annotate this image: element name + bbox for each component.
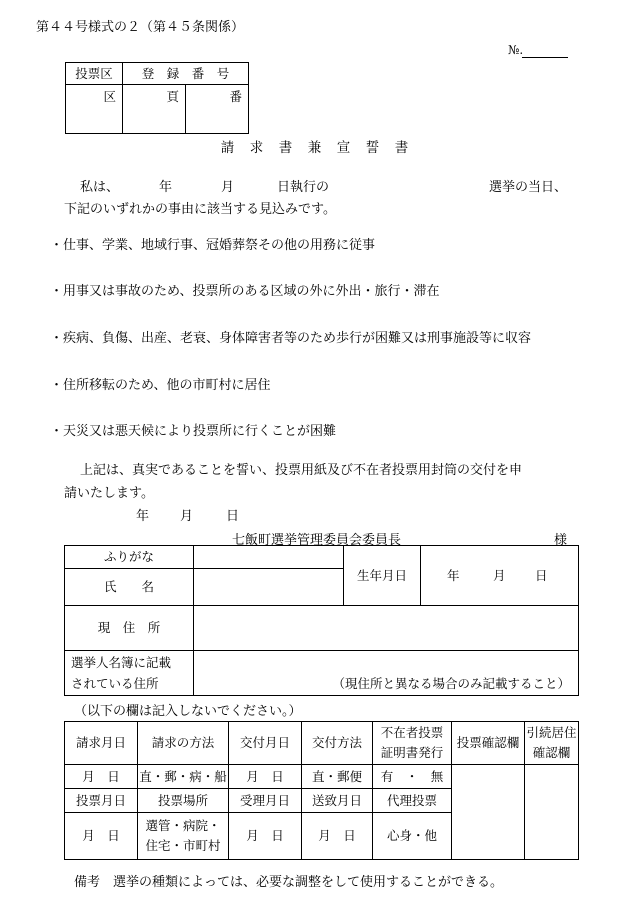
furigana-field[interactable] xyxy=(194,546,344,569)
remarks: 備考 選挙の種類によっては、必要な調整をして使用することができる。 xyxy=(74,875,504,890)
office-use-table xyxy=(64,721,579,860)
r1-kofu-date[interactable]: 月 日 xyxy=(229,765,302,789)
voting-district-header: 投票区 xyxy=(66,63,123,85)
dob-month: 月 xyxy=(493,568,506,583)
name-label: 氏 名 xyxy=(65,569,194,606)
r3-soutitsu-date[interactable]: 月 日 xyxy=(302,813,373,860)
intro-day-held: 日執行の xyxy=(277,180,330,195)
number-field-line xyxy=(522,57,568,58)
intro-line-2: 下記のいずれかの事由に該当する見込みです。 xyxy=(64,202,336,217)
date-day: 日 xyxy=(226,509,240,524)
registered-address-label-1: 選挙人名簿に記載 xyxy=(71,654,172,670)
r3-touhyo-date[interactable]: 月 日 xyxy=(65,813,138,860)
dob-year: 年 xyxy=(447,568,460,583)
name-field[interactable] xyxy=(194,569,344,606)
r1-seikyu-date[interactable]: 月 日 xyxy=(65,765,138,789)
h-touhyo-date: 投票月日 xyxy=(65,789,138,813)
registered-address-label-2: されている住所 xyxy=(71,676,159,691)
r3-place-1: 選管・病院・ xyxy=(145,818,221,833)
district-cell[interactable]: 区 xyxy=(66,85,123,134)
r3-place-2: 住宅・市町村 xyxy=(145,838,221,853)
number-label: №. xyxy=(508,43,524,57)
intro-year: 年 xyxy=(159,180,173,195)
intro-month: 月 xyxy=(221,180,235,195)
h-hikitsuzuki-2: 確認欄 xyxy=(532,745,571,760)
entry-number-cell[interactable]: 番 xyxy=(186,85,249,134)
r1-kofu-method[interactable]: 直・郵便 xyxy=(302,765,373,789)
reason-item[interactable]: ・疾病、負傷、出産、老衰、身体障害者等のため歩行が困難又は刑事施設等に収容 xyxy=(50,331,532,346)
declaration-line-1: 上記は、真実であることを誓い、投票用紙及び不在者投票用封筒の交付を申 xyxy=(80,463,523,478)
registered-address-label xyxy=(65,651,194,696)
date-year: 年 xyxy=(136,509,150,524)
dob-field[interactable] xyxy=(421,546,579,606)
h-fuzaisha xyxy=(373,722,452,765)
registered-address-field[interactable] xyxy=(194,651,579,696)
address-label: 現 住 所 xyxy=(65,606,194,651)
reason-item[interactable]: ・用事又は事故のため、投票所のある区域の外に外出・旅行・滞在 xyxy=(50,284,440,299)
r1-umu[interactable]: 有 ・ 無 xyxy=(373,765,452,789)
h-hikitsuzuki xyxy=(525,722,579,765)
h-soutitsu-date: 送致月日 xyxy=(302,789,373,813)
applicant-table xyxy=(64,545,579,696)
page-cell[interactable]: 頁 xyxy=(123,85,186,134)
registration-number-header: 登 録 番 号 xyxy=(123,63,249,85)
touhyo-kakunin-field[interactable] xyxy=(452,765,525,860)
dob-label: 生年月日 xyxy=(344,546,421,606)
reason-item[interactable]: ・天災又は悪天候により投票所に行くことが困難 xyxy=(50,424,337,439)
h-touhyo-place: 投票場所 xyxy=(138,789,229,813)
declaration-line-2: 請いたします。 xyxy=(64,486,154,501)
registration-table xyxy=(65,62,249,134)
hikitsuzuki-field[interactable] xyxy=(525,765,579,860)
registered-address-note: （現住所と異なる場合のみ記載すること） xyxy=(332,676,570,692)
r3-juri-date[interactable]: 月 日 xyxy=(229,813,302,860)
committee-chair: 七飯町選挙管理委員会委員長 xyxy=(232,533,402,548)
address-field[interactable] xyxy=(194,606,579,651)
h-kofu-date: 交付月日 xyxy=(229,722,302,765)
reason-item[interactable]: ・住所移転のため、他の市町村に居住 xyxy=(50,378,271,393)
furigana-label: ふりがな xyxy=(65,546,194,569)
h-hikitsuzuki-1: 引続居住 xyxy=(526,725,577,740)
h-fuzaisha-1: 不在者投票 xyxy=(380,725,444,740)
r3-dairi[interactable]: 心身・他 xyxy=(373,813,452,860)
h-juri-date: 受理月日 xyxy=(229,789,302,813)
reason-item[interactable]: ・仕事、学業、地域行事、冠婚葬祭その他の用務に従事 xyxy=(50,238,376,253)
office-use-note: （以下の欄は記入しないでください。） xyxy=(74,704,302,719)
h-dairi: 代理投票 xyxy=(373,789,452,813)
dob-day: 日 xyxy=(535,568,548,583)
r3-touhyo-place[interactable] xyxy=(138,813,229,860)
intro-watashi: 私は、 xyxy=(80,180,120,195)
h-touhyo-kakunin: 投票確認欄 xyxy=(452,722,525,765)
r1-seikyu-method[interactable]: 直・郵・病・船 xyxy=(138,765,229,789)
form-number: 第４４号様式の２（第４５条関係） xyxy=(36,20,245,35)
intro-election-day: 選挙の当日、 xyxy=(489,180,568,195)
h-seikyu-method: 請求の方法 xyxy=(138,722,229,765)
h-seikyu-date: 請求月日 xyxy=(65,722,138,765)
honorific: 様 xyxy=(554,533,568,548)
page-title: 請 求 書 兼 宣 誓 書 xyxy=(220,140,410,156)
h-kofu-method: 交付方法 xyxy=(302,722,373,765)
h-fuzaisha-2: 証明書発行 xyxy=(380,745,444,760)
date-month: 月 xyxy=(180,509,194,524)
